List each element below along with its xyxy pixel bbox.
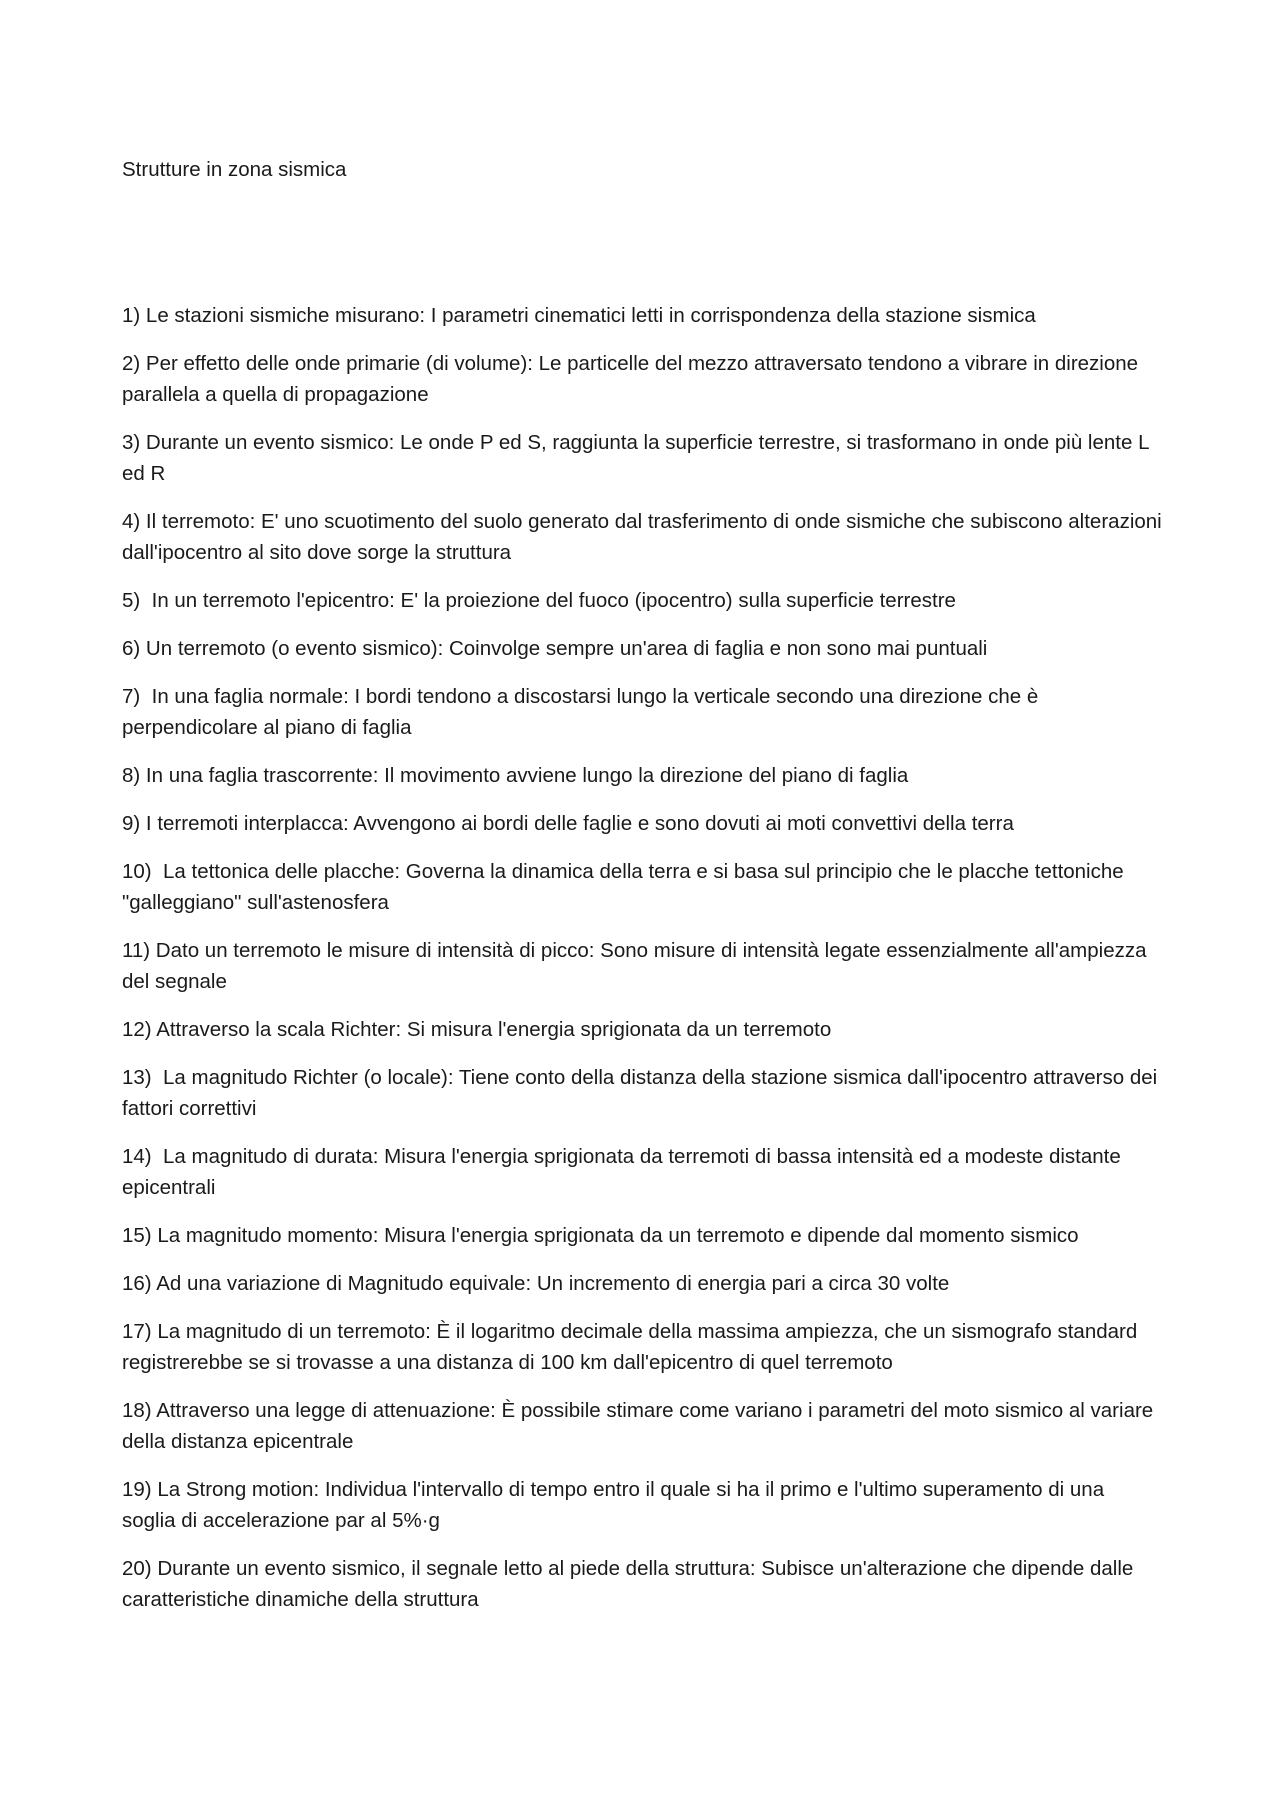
list-item: 1) Le stazioni sismiche misurano: I parametri cinematici letti in corrispondenza della stazione sismica (122, 304, 1036, 327)
question-answer-list (122, 300, 1168, 1632)
list-item: 15) La magnitudo momento: Misura l'energia sprigionata da un terremoto e dipende dal momento sismico (122, 1224, 1079, 1247)
list-item: 10) La tettonica delle placche: Governa la dinamica della terra e si basa sul principio che le placche tettoniche "galleggiano" sull'astenosfera (122, 860, 1130, 914)
list-item: 6) Un terremoto (o evento sismico): Coinvolge sempre un'area di faglia e non sono mai puntuali (122, 637, 988, 660)
list-item: 14) La magnitudo di durata: Misura l'energia sprigionata da terremoti di bassa intensità ed a modeste distante epicentrali (122, 1145, 1127, 1199)
list-item: 4) Il terremoto: E' uno scuotimento del suolo generato dal trasferimento di onde sismiche che subiscono alterazioni dall'ipocentro al sito dove sorge la struttura (122, 510, 1168, 564)
document-title: Strutture in zona sismica (122, 158, 347, 181)
list-item: 3) Durante un evento sismico: Le onde P ed S, raggiunta la superficie terrestre, si trasformano in onde più lente L ed R (122, 431, 1155, 485)
list-item: 20) Durante un evento sismico, il segnale letto al piede della struttura: Subisce un'alterazione che dipende dalle caratteristiche dinamiche della struttura (122, 1557, 1140, 1611)
list-item: 2) Per effetto delle onde primarie (di volume): Le particelle del mezzo attraversato tendono a vibrare in direzione parallela a quella di propagazione (122, 352, 1144, 406)
list-item: 5) In un terremoto l'epicentro: E' la proiezione del fuoco (ipocentro) sulla superficie terrestre (122, 589, 956, 612)
list-item: 16) Ad una variazione di Magnitudo equivale: Un incremento di energia pari a circa 30 volte (122, 1272, 950, 1295)
list-item: 7) In una faglia normale: I bordi tendono a discostarsi lungo la verticale secondo una direzione che è perpendicolare al piano di faglia (122, 685, 1044, 739)
list-item: 17) La magnitudo di un terremoto: È il logaritmo decimale della massima ampiezza, che un sismografo standard registrerebbe se si trovasse a una distanza di 100 km dall'epicentro di quel terremoto (122, 1320, 1143, 1374)
list-item: 8) In una faglia trascorrente: Il movimento avviene lungo la direzione del piano di faglia (122, 764, 909, 787)
list-item: 19) La Strong motion: Individua l'intervallo di tempo entro il quale si ha il primo e l'ultimo superamento di una soglia di accelerazione par al 5%·g (122, 1478, 1110, 1532)
list-item: 9) I terremoti interplacca: Avvengono ai bordi delle faglie e sono dovuti ai moti convettivi della terra (122, 812, 1014, 835)
list-item: 12) Attraverso la scala Richter: Si misura l'energia sprigionata da un terremoto (122, 1018, 832, 1041)
list-item: 11) Dato un terremoto le misure di intensità di picco: Sono misure di intensità legate essenzialmente all'ampiezza del segnale (122, 939, 1153, 993)
list-item: 18) Attraverso una legge di attenuazione: È possibile stimare come variano i parametri del moto sismico al variare della distanza epicentrale (122, 1399, 1159, 1453)
list-item: 13) La magnitudo Richter (o locale): Tiene conto della distanza della stazione sismica dall'ipocentro attraverso dei fattori correttivi (122, 1066, 1163, 1120)
